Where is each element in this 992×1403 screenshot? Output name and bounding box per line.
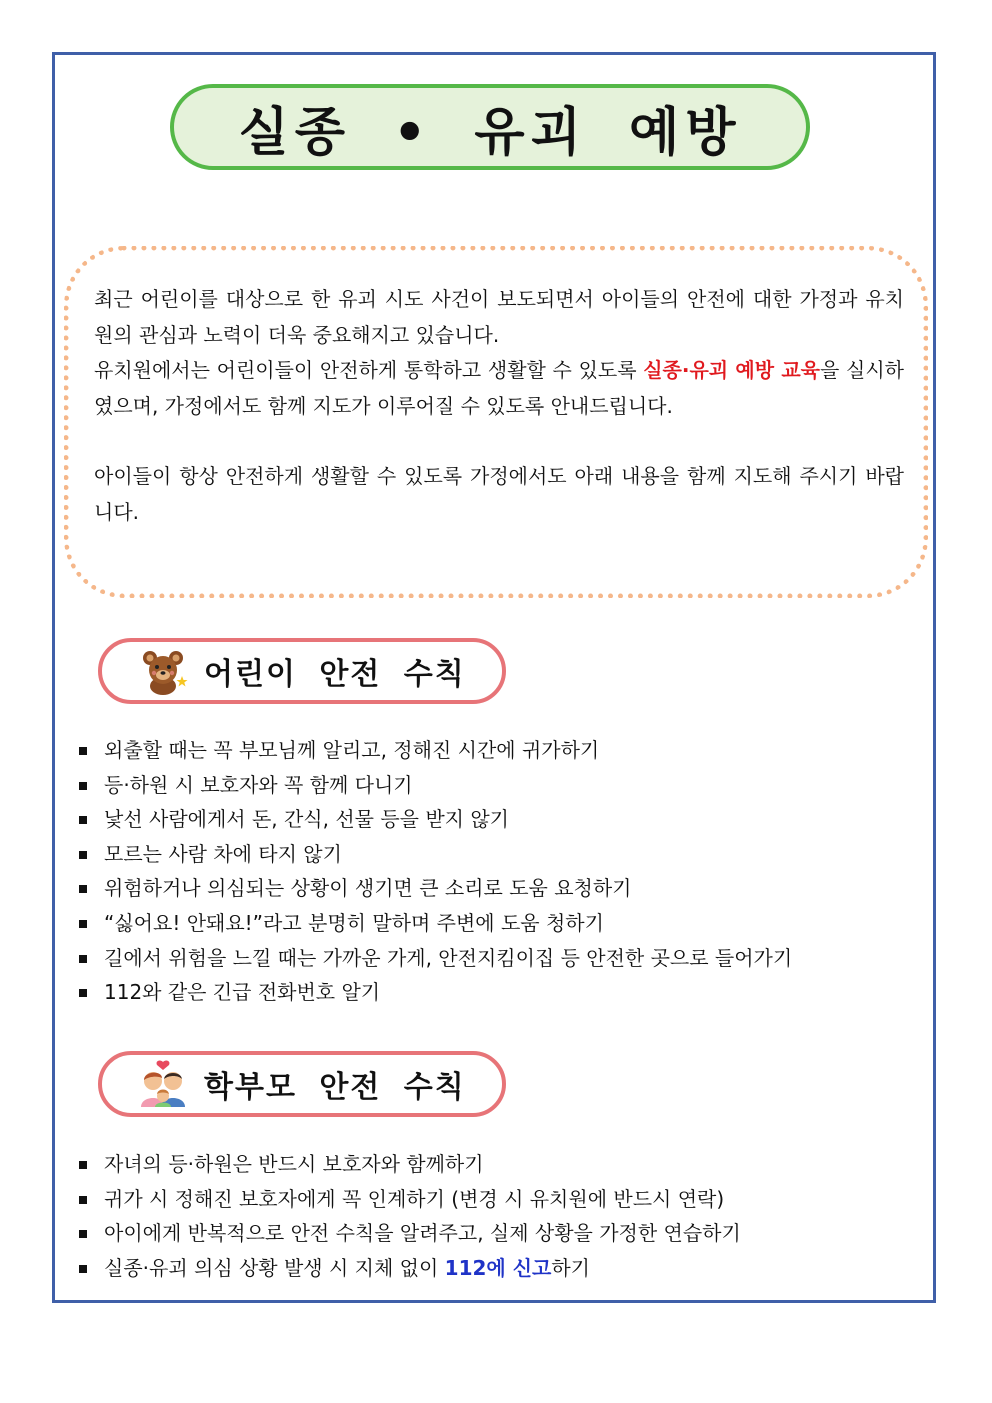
intro-paragraph-2-pre: 유치원에서는 어린이들이 안전하게 통학하고 생활할 수 있도록 [94,358,644,382]
list-item: 모르는 사람 차에 타지 않기 [78,837,918,872]
last-item-post: 하기 [551,1255,590,1280]
title-banner [170,84,810,170]
list-item: 등·하원 시 보호자와 꼭 함께 다니기 [78,768,918,803]
last-item-pre: 실종·유괴 의심 상황 발생 시 지체 없이 [104,1255,445,1280]
parents-section-title: 학부모 안전 수칙 [204,1070,466,1105]
intro-paragraph-1: 최근 어린이를 대상으로 한 유괴 시도 사건이 보도되면서 아이들의 안전에 대한 가정과 유치원의 관심과 노력이 더욱 중요해지고 있습니다. [94,287,904,347]
intro-text [94,282,904,530]
paragraph-gap [94,424,904,459]
list-item: 귀가 시 정해진 보호자에게 꼭 인계하기 (변경 시 유치원에 반드시 연락) [78,1182,918,1217]
kids-section-title: 어린이 안전 수칙 [204,657,466,692]
parents-rules-list [78,1147,918,1285]
intro-paragraph-2-post: 을 실시하였으며, 가정에서도 함께 지도가 이루어질 수 있도록 안내드립니다. [94,358,904,418]
list-item: 112와 같은 긴급 전화번호 알기 [78,975,918,1010]
list-item: 위험하거나 의심되는 상황이 생기면 큰 소리로 도움 요청하기 [78,871,918,906]
kids-rules-list [78,733,918,1010]
list-item: 외출할 때는 꼭 부모님께 알리고, 정해진 시간에 귀가하기 [78,733,918,768]
list-item: “싫어요! 안돼요!”라고 분명히 말하며 주변에 도움 청하기 [78,906,918,941]
page-title: 실종 • 유괴 예방 [238,102,742,163]
list-item [78,1251,918,1286]
family-icon [138,1059,188,1109]
report-112-highlight: 112에 신고 [444,1255,552,1280]
teddy-bear-icon [138,646,188,696]
kids-section-header [98,638,506,704]
intro-paragraph-2 [94,353,904,424]
list-item: 낯선 사람에게서 돈, 간식, 선물 등을 받지 않기 [78,802,918,837]
parents-section-header [98,1051,506,1117]
list-item: 자녀의 등·하원은 반드시 보호자와 함께하기 [78,1147,918,1182]
intro-highlight: 실종·유괴 예방 교육 [643,358,821,382]
list-item: 아이에게 반복적으로 안전 수칙을 알려주고, 실제 상황을 가정한 연습하기 [78,1216,918,1251]
list-item: 길에서 위험을 느낄 때는 가까운 가게, 안전지킴이집 등 안전한 곳으로 들어가기 [78,941,918,976]
intro-paragraph-3: 아이들이 항상 안전하게 생활할 수 있도록 가정에서도 아래 내용을 함께 지도해 주시기 바랍니다. [94,464,904,524]
